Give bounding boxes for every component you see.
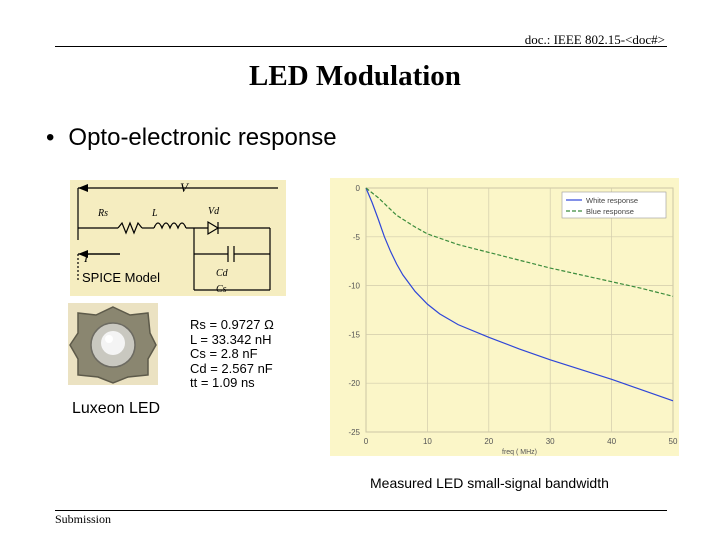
y-tick-label: -25 bbox=[348, 428, 360, 437]
param-l: L = 33.342 nH bbox=[190, 331, 272, 347]
label-rs: Rs bbox=[98, 208, 108, 219]
footer-rule bbox=[55, 510, 667, 511]
x-tick-label: 40 bbox=[607, 437, 617, 446]
plot-caption: Measured LED small-signal bandwidth bbox=[370, 475, 609, 491]
param-cd: Cd = 2.567 nF bbox=[190, 360, 273, 376]
label-vd: Vd bbox=[208, 206, 220, 217]
header-rule bbox=[55, 46, 667, 47]
bullet-text: Opto-electronic response bbox=[68, 124, 337, 151]
label-cd: Cd bbox=[216, 268, 228, 279]
inductor-l bbox=[154, 223, 186, 228]
bullet-item bbox=[46, 124, 337, 152]
y-tick-label: -5 bbox=[352, 232, 360, 242]
spice-model-label: SPICE Model bbox=[82, 270, 161, 285]
footer-submission: Submission bbox=[55, 512, 112, 526]
param-cs: Cs = 2.8 nF bbox=[190, 346, 258, 361]
x-axis-label: freq ( MHz) bbox=[502, 449, 537, 456]
luxeon-led-caption: Luxeon LED bbox=[72, 400, 161, 417]
frequency-response-svg bbox=[330, 178, 679, 456]
doc-id-header: doc.: IEEE 802.15-<doc#> bbox=[524, 32, 665, 47]
diode-symbol bbox=[208, 222, 218, 234]
luxeon-led-photo bbox=[68, 303, 158, 385]
y-tick-label: -10 bbox=[348, 281, 360, 291]
voltage-arrow-head bbox=[78, 184, 88, 192]
legend-label: White response bbox=[586, 196, 639, 205]
label-cs: Cs bbox=[216, 284, 227, 295]
plot-area bbox=[366, 188, 673, 432]
y-tick-label: -20 bbox=[348, 379, 360, 389]
param-tt: tt = 1.09 ns bbox=[190, 375, 255, 390]
y-tick-label: -15 bbox=[348, 330, 360, 340]
led-illustration bbox=[68, 303, 158, 385]
slide-title: LED Modulation bbox=[249, 60, 461, 92]
x-tick-label: 10 bbox=[422, 437, 432, 446]
x-tick-label: 50 bbox=[668, 437, 678, 446]
label-l: L bbox=[152, 208, 158, 219]
bullet-marker: • bbox=[46, 124, 55, 151]
x-tick-label: 0 bbox=[363, 437, 369, 446]
resistor-rs bbox=[118, 223, 142, 233]
y-tick-label: 0 bbox=[355, 184, 360, 193]
legend-label: Blue response bbox=[586, 207, 634, 216]
frequency-response-plot bbox=[330, 178, 679, 456]
x-tick-label: 20 bbox=[484, 437, 494, 446]
param-rs: Rs = 0.9727 Ω bbox=[190, 317, 274, 332]
led-highlight bbox=[101, 331, 125, 355]
model-parameters bbox=[190, 318, 274, 391]
label-v: V bbox=[180, 180, 188, 195]
x-tick-label: 30 bbox=[545, 437, 555, 446]
label-i: I bbox=[84, 251, 88, 265]
